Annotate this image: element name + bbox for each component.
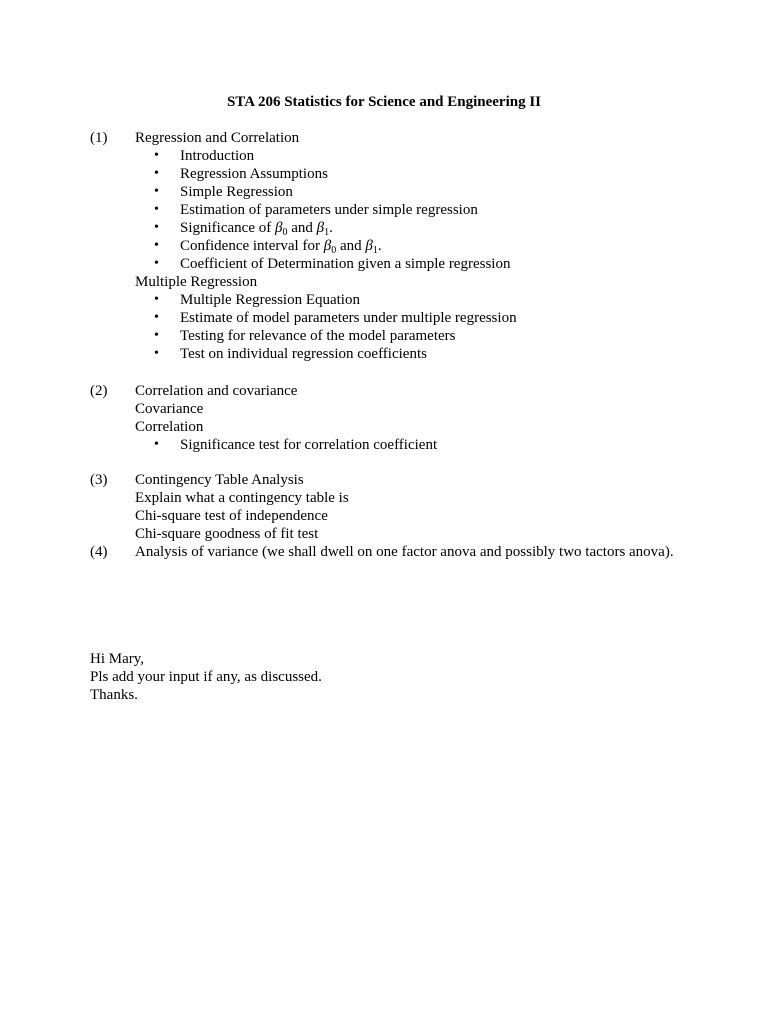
list-item: • Test on individual regression coefficients [154,346,427,362]
bullet-icon: • [154,202,159,217]
text-line: Chi-square goodness of fit test [135,526,319,542]
bullet-icon: • [154,238,159,253]
bullet-icon: • [154,220,159,235]
list-item: • Regression Assumptions [154,166,328,182]
text-line: Explain what a contingency table is [135,490,349,506]
bullet-list [135,147,730,273]
text-line: Correlation [135,419,204,435]
text-line: Covariance [135,401,204,417]
note-block [90,650,322,704]
section-heading: Correlation and covariance [135,383,298,399]
section-1 [90,129,730,363]
note-greeting: Hi Mary, [90,651,145,667]
bullet-icon: • [154,184,159,199]
list-item: • Estimate of model parameters under multiple regression [154,310,517,326]
section-heading: Contingency Table Analysis [135,472,304,488]
bullet-icon: • [154,328,159,343]
section-heading: Regression and Correlation [135,130,300,146]
bullet-list [135,436,730,454]
section-subheading: Multiple Regression [135,274,258,290]
bullet-icon: • [154,292,159,307]
bullet-icon: • [154,437,159,452]
text-line: Chi-square test of independence [135,508,328,524]
list-item: • Significance test for correlation coefficient [154,437,438,453]
bullet-icon: • [154,256,159,271]
section-3 [90,471,730,543]
bullet-icon: • [154,166,159,181]
section-heading: Analysis of variance (we shall dwell on one factor anova and possibly two tactors anova). [135,544,674,560]
section-number: (3) [90,472,108,488]
list-item: • Testing for relevance of the model parameters [154,328,456,344]
bullet-icon: • [154,148,159,163]
list-item: • Simple Regression [154,184,293,200]
list-item-confidence: • Confidence interval for $\beta_0$ and $\beta_1$. [154,238,382,256]
bullet-list [135,291,730,363]
section-4 [90,543,730,561]
bullet-icon: • [154,346,159,361]
section-number: (1) [90,130,108,146]
bullet-icon: • [154,310,159,325]
document-title: STA 206 Statistics for Science and Engineering II [226,94,542,110]
note-closing: Thanks. [90,687,138,703]
section-number: (4) [90,544,108,560]
list-item: • Coefficient of Determination given a simple regression [154,256,511,272]
note-body: Pls add your input if any, as discussed. [90,669,322,685]
list-item: • Introduction [154,148,255,164]
list-item: • Multiple Regression Equation [154,292,360,308]
section-2 [90,382,730,454]
section-number: (2) [90,383,108,399]
list-item: • Estimation of parameters under simple regression [154,202,478,218]
list-item-significance: • Significance of $\beta_0$ and $\beta_1$. [154,220,333,238]
